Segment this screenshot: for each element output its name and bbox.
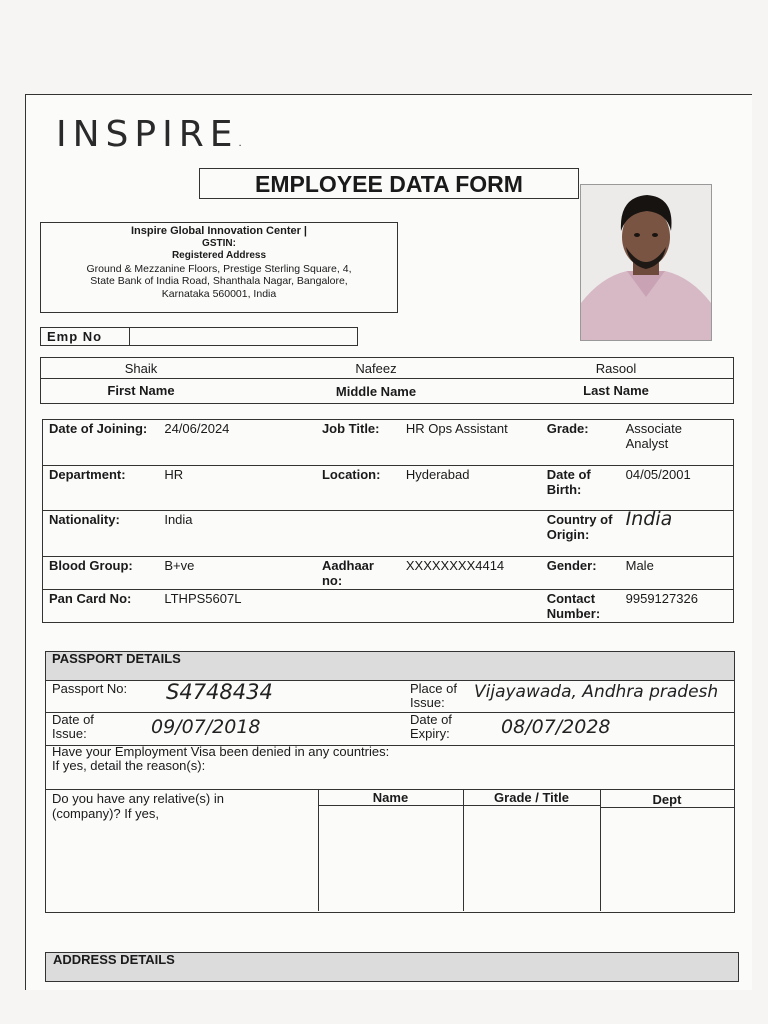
middle-name-value: Nafeez <box>355 361 397 376</box>
origin-value: India <box>625 508 673 530</box>
blood-group-label: Blood Group: <box>43 557 159 590</box>
col-name-header: Name <box>318 789 463 806</box>
col-dept-header: Dept <box>600 791 734 808</box>
date-of-issue-value: 09/07/2018 <box>151 716 261 738</box>
inspire-logo: INSPIRE. <box>56 114 242 155</box>
department-label: Department: <box>43 466 159 511</box>
passport-no-label: Passport No: <box>52 681 128 696</box>
visa-question-line-2: If yes, detail the reason(s): <box>52 758 206 773</box>
contact-value: 9959127326 <box>620 590 734 623</box>
gender-value: Male <box>620 557 734 590</box>
passport-section <box>45 651 735 913</box>
middle-name-label: Middle Name <box>335 384 417 399</box>
address-details-heading: ADDRESS DETAILS <box>45 952 739 982</box>
employee-photo <box>580 184 712 341</box>
date-of-expiry-label: Date of Expiry: <box>410 712 452 741</box>
dob-value: 04/05/2001 <box>620 466 734 511</box>
pan-value: LTHPS5607L <box>158 590 316 623</box>
address-line-2: State Bank of India Road, Shanthala Nagar, Bangalore, <box>90 275 348 287</box>
name-box <box>40 357 734 404</box>
location-label: Location: <box>316 466 400 511</box>
relatives-grid <box>46 789 734 911</box>
grade-label: Grade: <box>541 420 620 466</box>
passport-no-value: S4748434 <box>166 680 273 704</box>
dob-label: Date of Birth: <box>541 466 620 511</box>
visa-question-row <box>46 745 734 790</box>
date-of-expiry-value: 08/07/2028 <box>501 716 611 738</box>
origin-label: Country of Origin: <box>541 511 620 557</box>
relative-question-line-1: Do you have any relative(s) in <box>52 791 224 806</box>
nationality-label: Nationality: <box>43 511 159 557</box>
nationality-value: India <box>158 511 316 557</box>
registered-address-label: Registered Address <box>171 250 267 261</box>
first-name-label: First Name <box>107 383 175 398</box>
address-line-3: Karnataka 560001, India <box>161 287 277 300</box>
gender-label: Gender: <box>541 557 620 590</box>
pan-label: Pan Card No: <box>43 590 159 623</box>
emp-no-label: Emp No <box>41 328 130 345</box>
place-of-issue-label: Place of Issue: <box>410 681 457 710</box>
passport-row-2 <box>46 712 734 746</box>
blood-group-value: B+ve <box>158 557 316 590</box>
place-of-issue-value: Vijayawada, Andhra pradesh <box>474 682 719 702</box>
aadhaar-label: Aadhaar no: <box>316 557 400 590</box>
emp-no-field[interactable] <box>130 328 357 345</box>
visa-question-line-1: Have your Employment Visa been denied in any countries: <box>52 744 390 759</box>
contact-label: Contact Number: <box>541 590 620 623</box>
job-title-label: Job Title: <box>316 420 400 466</box>
grade-value: Associate Analyst <box>620 420 734 466</box>
passport-row-1 <box>46 680 734 713</box>
aadhaar-value: XXXXXXXX4414 <box>400 557 541 590</box>
department-value: HR <box>158 466 316 511</box>
passport-heading: PASSPORT DETAILS <box>46 652 734 681</box>
first-name-value: Shaik <box>124 361 158 376</box>
company-address-box <box>40 222 398 313</box>
company-name: Inspire Global Innovation Center | <box>130 225 308 237</box>
last-name-label: Last Name <box>583 383 649 398</box>
emp-no-row <box>40 327 358 346</box>
employee-info-table <box>42 419 734 623</box>
date-of-issue-label: Date of Issue: <box>52 712 94 741</box>
gstin-label: GSTIN: <box>202 237 236 249</box>
address-line-1: Ground & Mezzanine Floors, Prestige Sterling Square, 4, <box>86 262 352 275</box>
location-value: Hyderabad <box>400 466 541 511</box>
job-title-value: HR Ops Assistant <box>400 420 541 466</box>
last-name-value: Rasool <box>595 361 637 376</box>
col-grade-header: Grade / Title <box>463 789 600 806</box>
relative-question-line-2: (company)? If yes, <box>52 806 159 821</box>
form-title: EMPLOYEE DATA FORM <box>199 168 579 199</box>
doj-label: Date of Joining: <box>43 420 159 466</box>
doj-value: 24/06/2024 <box>158 420 316 466</box>
